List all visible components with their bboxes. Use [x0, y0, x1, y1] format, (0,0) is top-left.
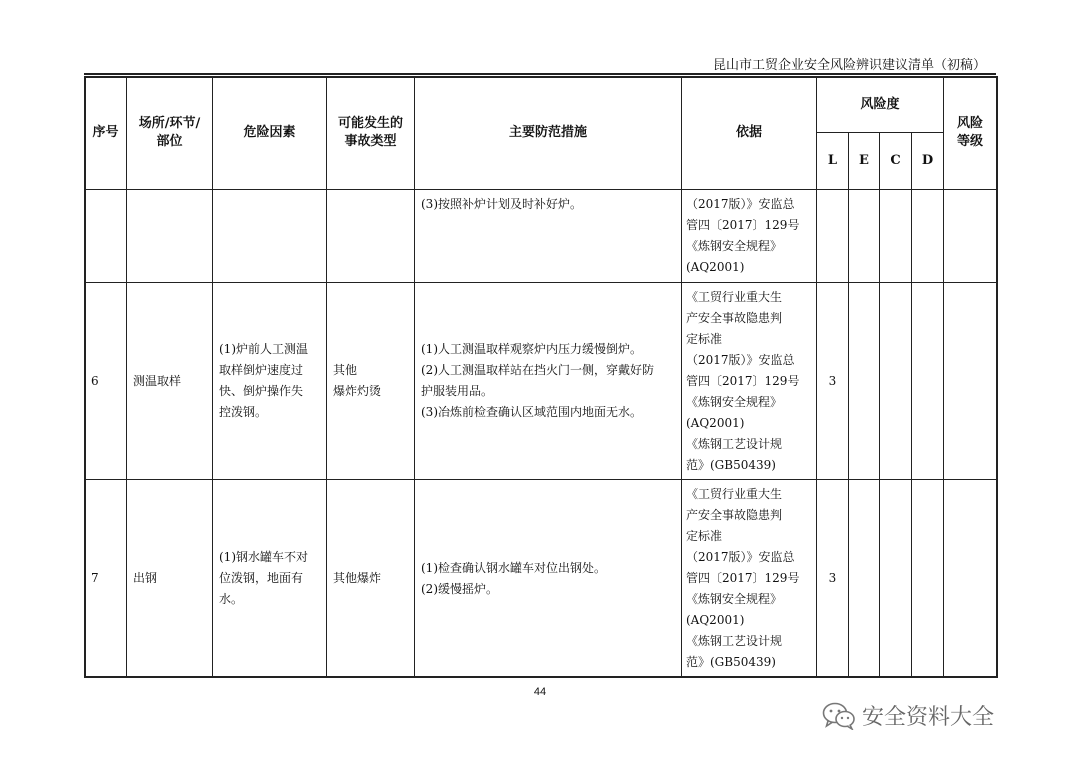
cell-basis	[682, 190, 817, 283]
cell-seq: 7	[85, 480, 127, 678]
basis-line: 《炼钢安全规程》	[686, 394, 783, 409]
basis-line: 定标准	[686, 331, 723, 346]
basis-line: （2017版）》安监总	[686, 352, 795, 367]
measure-line: (3)冶炼前检查确认区域范围内地面无水。	[421, 405, 642, 419]
cell-measures	[415, 480, 682, 678]
basis-line: 管四〔2017〕129号	[686, 218, 800, 232]
cell-hazard	[213, 480, 327, 678]
basis-line: 产安全事故隐患判	[686, 508, 783, 522]
cell-d	[912, 480, 944, 678]
header-hazard: 危险因素	[213, 77, 327, 190]
measure-line: (3)按照补炉计划及时补好炉。	[421, 197, 582, 211]
cell-c	[880, 480, 912, 678]
header-accident-text: 可能发生的事故类型	[337, 116, 403, 149]
cell-c	[880, 190, 912, 283]
hazard-line: 水。	[219, 592, 244, 606]
header-d: D	[912, 133, 944, 190]
basis-line: 《炼钢安全规程》	[686, 239, 783, 253]
cell-d	[912, 283, 944, 480]
cell-basis	[682, 283, 817, 480]
cell-seq: 6	[85, 283, 127, 480]
table-row	[85, 283, 997, 480]
header-basis: 依据	[682, 77, 817, 190]
measure-line: 护服装用品。	[421, 384, 494, 398]
cell-d	[912, 190, 944, 283]
cell-e	[849, 283, 880, 480]
header-risk-level	[944, 77, 997, 190]
accident-line: 爆炸灼烫	[333, 384, 382, 398]
cell-basis	[682, 480, 817, 678]
measure-line: (1)人工测温取样观察炉内压力缓慢倒炉。	[421, 342, 642, 356]
basis-line: 《工贸行业重大生	[686, 289, 783, 304]
cell-hazard	[213, 190, 327, 283]
cell-location: 出钢	[127, 480, 213, 678]
header-accident	[327, 77, 415, 190]
cell-level	[944, 283, 997, 480]
measure-line: (2)缓慢摇炉。	[421, 581, 498, 596]
basis-line: 管四〔2017〕129号	[686, 373, 800, 388]
measure-line: (2)人工测温取样站在挡火门一侧，穿戴好防	[421, 363, 654, 377]
header-location	[127, 77, 213, 190]
cell-location: 测温取样	[127, 283, 213, 480]
risk-identification-table	[84, 76, 997, 678]
cell-measures	[415, 190, 682, 283]
cell-l: 3	[817, 480, 849, 678]
cell-measures	[415, 283, 682, 480]
basis-line: 范》(GB50439)	[686, 457, 776, 472]
basis-line: 《炼钢工艺设计规	[686, 436, 783, 451]
basis-line: 产安全事故隐患判	[686, 310, 783, 325]
cell-c	[880, 283, 912, 480]
hazard-line: 控泼钢。	[219, 405, 268, 419]
basis-line: （2017版）》安监总	[686, 550, 795, 564]
hazard-line: 位泼钢，地面有	[219, 571, 304, 585]
basis-line: 《炼钢安全规程》	[686, 592, 783, 606]
hazard-line: 快、倒炉操作失	[219, 384, 304, 398]
basis-line: 《工贸行业重大生	[686, 487, 783, 501]
page-number: 44	[533, 686, 547, 698]
cell-location	[127, 190, 213, 283]
hazard-line: 取样倒炉速度过	[219, 363, 304, 377]
table-row	[85, 480, 997, 678]
header-risk-degree: 风险度	[817, 77, 944, 133]
basis-line: (AQ2001)	[686, 613, 745, 627]
hazard-line: (1)钢水罐车不对	[219, 550, 308, 564]
header-l: L	[817, 133, 849, 190]
cell-accident	[327, 190, 415, 283]
cell-seq	[85, 190, 127, 283]
basis-line: 范》(GB50439)	[686, 655, 776, 669]
measure-line: (1)检查确认钢水罐车对位出钢处。	[421, 560, 606, 575]
cell-accident	[327, 480, 415, 678]
cell-accident	[327, 283, 415, 480]
header-measures: 主要防范措施	[415, 77, 682, 190]
cell-l: 3	[817, 283, 849, 480]
hazard-line: (1)炉前人工测温	[219, 342, 308, 356]
cell-l	[817, 190, 849, 283]
header-risk-level-text: 风险等级	[957, 116, 984, 149]
basis-line: 管四〔2017〕129号	[686, 571, 800, 585]
header-e: E	[849, 133, 880, 190]
cell-level	[944, 480, 997, 678]
watermark-text: 安全资料大全	[862, 705, 995, 730]
cell-level	[944, 190, 997, 283]
table-row	[85, 190, 997, 283]
basis-line: (AQ2001)	[686, 415, 745, 430]
header-c: C	[880, 133, 912, 190]
basis-line: （2017版）》安监总	[686, 197, 795, 211]
header-seq: 序号	[85, 77, 127, 190]
basis-line: 《炼钢工艺设计规	[686, 634, 783, 648]
watermark	[822, 700, 994, 731]
document-header-title: 昆山市工贸企业安全风险辨识建议清单（初稿）	[712, 58, 986, 73]
header-rule	[84, 73, 996, 75]
basis-line: 定标准	[686, 529, 723, 543]
accident-line: 其他爆炸	[333, 571, 382, 585]
wechat-icon	[822, 702, 856, 730]
cell-e	[849, 190, 880, 283]
accident-line: 其他	[333, 363, 358, 377]
cell-hazard	[213, 283, 327, 480]
cell-e	[849, 480, 880, 678]
basis-line: (AQ2001)	[686, 260, 745, 274]
header-location-text: 场所/环节/部位	[138, 116, 201, 149]
